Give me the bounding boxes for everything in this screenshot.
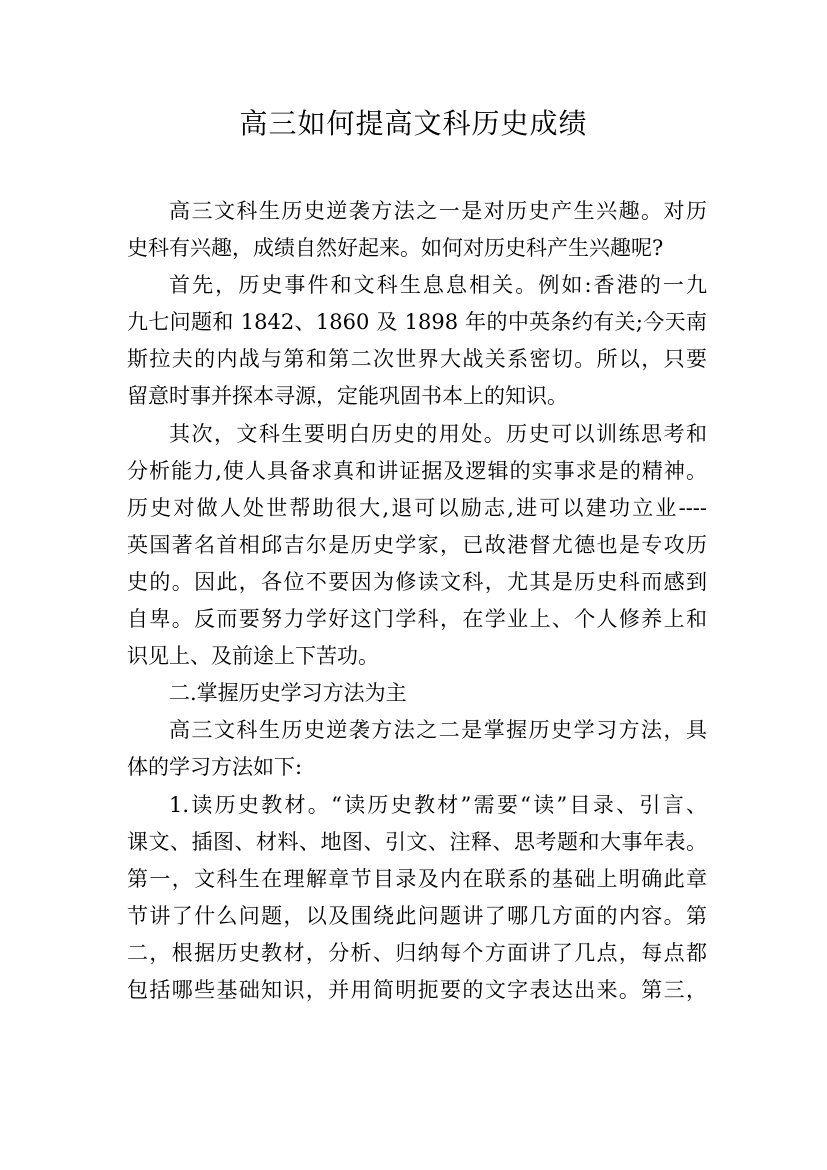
text-line: 高三文科生历史逆袭方法之一是对历史产生兴趣。对历 (169, 199, 707, 223)
text-line: 斯拉夫的内战与第和第二次世界大战关系密切。所以，只要 (127, 347, 707, 372)
text-line: 史的。因此，各位不要因为修读文科，尤其是历史科而感到 (127, 569, 707, 594)
text-line: 其次，文科生要明白历史的用处。历史可以训练思考和 (169, 421, 707, 446)
text-line: 课文、插图、材料、地图、引文、注释、思考题和大事年表。 (127, 829, 707, 854)
text-line: 自卑。反而要努力学好这门学科，在学业上、个人修养上和 (127, 607, 707, 632)
text-line: 1.读历史教材。“读历史教材”需要“读”目录、引言、 (169, 792, 707, 817)
text-line: 首先，历史事件和文科生息息相关。例如:香港的一九 (169, 273, 707, 298)
text-line: 史科有兴趣，成绩自然好起来。如何对历史科产生兴趣呢? (127, 236, 664, 261)
text-line: 包括哪些基础知识，并用简明扼要的文字表达出来。第三， (127, 977, 707, 1002)
text-line: 留意时事并探本寻源，定能巩固书本上的知识。 (127, 384, 568, 409)
text-line: 二.掌握历史学习方法为主 (169, 681, 407, 706)
text-line: 高三文科生历史逆袭方法之二是掌握历史学习方法，具 (169, 718, 707, 743)
document-body (127, 193, 707, 1009)
text-line: 二，根据历史教材，分析、归纳每个方面讲了几点，每点都 (127, 940, 707, 965)
text-line: 节讲了什么问题，以及围绕此问题讲了哪几方面的内容。第 (127, 903, 707, 928)
text-line: 识见上、及前途上下苦功。 (127, 644, 379, 669)
text-line: 体的学习方法如下: (127, 755, 303, 780)
text-line: 分析能力,使人具备求真和讲证据及逻辑的实事求是的精神。 (127, 458, 707, 483)
document-title: 高三如何提高文科历史成绩 (239, 107, 588, 140)
text-line: 英国著名首相邱吉尔是历史学家，已故港督尤德也是专攻历 (127, 532, 707, 557)
text-line: 九七问题和 1842、1860 及 1898 年的中英条约有关;今天南 (127, 310, 707, 335)
text-line: 第一，文科生在理解章节目录及内在联系的基础上明确此章 (127, 866, 707, 891)
text-line: 历史对做人处世帮助很大,退可以励志,进可以建功立业---- (127, 495, 707, 520)
